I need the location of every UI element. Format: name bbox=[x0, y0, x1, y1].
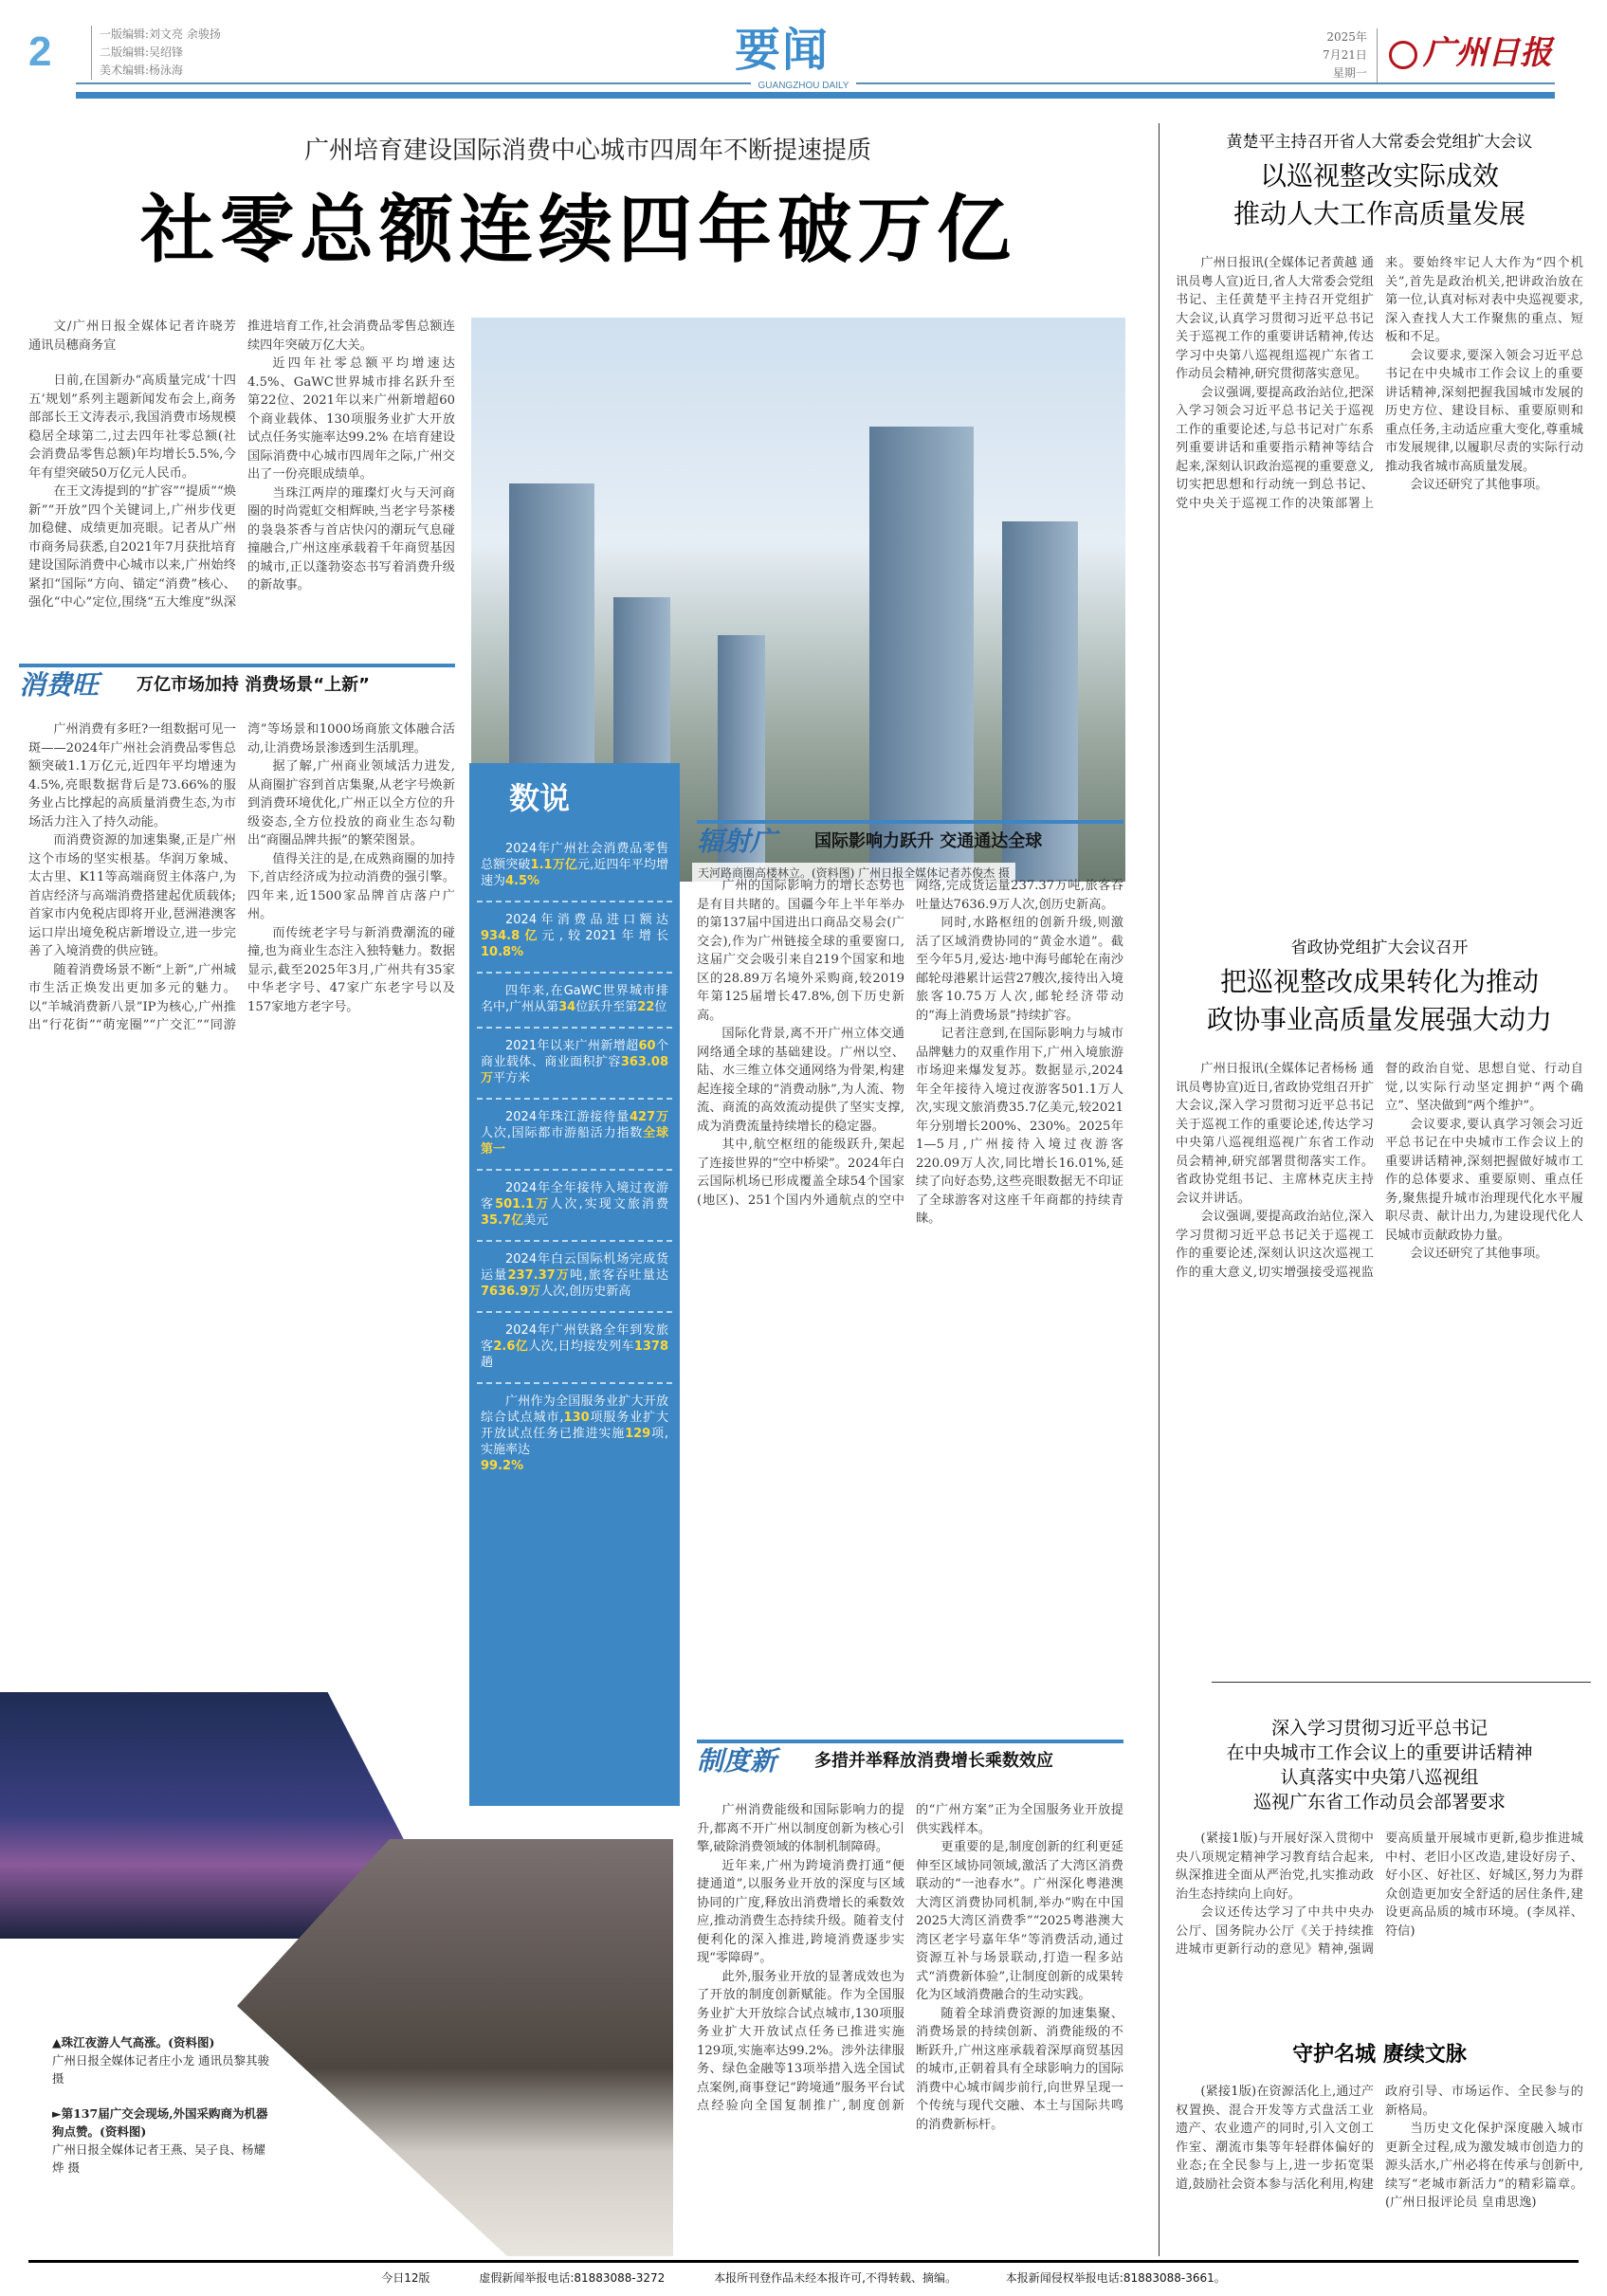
fact-highlight: 35.7亿 bbox=[481, 1213, 524, 1228]
paragraph: 会议要求,要认真学习领会习近平总书记在中央城市工作会议上的重要讲话精神,深刻把握做好城市工作的总体要求、重要原则、重点任务,聚焦提升城市治理现代化水平履职尽责、献计出力,为建设现代化人民城市贡献政协力量。 bbox=[1385, 1117, 1583, 1243]
paragraph: 据了解,广州商业领域活力进发,从商圈扩容到首店集聚,从老字号焕新到消费环境优化,广州正以全方位的升级姿态,全方位投放的商业生态勾勒出“商圈品牌共振”的繁荣图景。 bbox=[247, 759, 455, 847]
section-body-institution bbox=[697, 1801, 1123, 2256]
section-tag: 辐射广 bbox=[697, 826, 777, 857]
fact-text: 2024年珠江游接待量 bbox=[505, 1110, 630, 1124]
header-bar bbox=[76, 92, 1555, 99]
paragraph: 会议还研究了其他事项。 bbox=[1410, 1247, 1548, 1261]
caption-night-title: ▲珠江夜游人气高涨。(资料图) bbox=[52, 2035, 215, 2050]
paragraph: 在王文涛提到的“扩容”“提质”“焕新”“开放”四个关键词上,广州步伐更加稳健、成绩更加亮眼。记者从广州市商务局获悉,自2021年7月获批培育建设国际消费中心城市以来,广州始终紧扣“国际”方向、锚定“消费”核心、强化“中心”定位,围绕“五大维度”纵深推进培育工作,社会消费品零售总额连续四年突破万亿大关。 bbox=[28, 319, 455, 610]
data-fact bbox=[477, 1171, 672, 1242]
title-line: 巡视广东省工作动员会部署要求 bbox=[1252, 1792, 1506, 1813]
fact-text: 2024年全年接待入境过夜游客 bbox=[481, 1181, 668, 1212]
fact-text: 2024年广州铁路全年到发旅客 bbox=[481, 1323, 668, 1354]
fact-highlight: 7636.9万 bbox=[481, 1285, 541, 1299]
fact-highlight: 全球第一 bbox=[481, 1126, 668, 1157]
editor-line: 一版编辑:刘文亮 余骏扬 bbox=[100, 27, 221, 41]
fact-highlight: 363.08万 bbox=[481, 1055, 668, 1085]
section-body-consumption bbox=[28, 720, 455, 1678]
section-header-consumption bbox=[19, 664, 455, 700]
fact-text: 人次,实现文旅消费 bbox=[550, 1197, 668, 1212]
fact-highlight: 34 bbox=[558, 1000, 576, 1014]
paragraph: 广州消费能级和国际影响力的提升,都离不开广州以制度创新为核心引擎,破除消费领域的体制机制障碍。 bbox=[697, 1803, 904, 1854]
fact-text: 趟 bbox=[481, 1356, 494, 1370]
fact-text: 平方米 bbox=[493, 1071, 531, 1085]
article-kicker: 黄楚平主持召开省人大常委会党组扩大会议 bbox=[1226, 133, 1533, 152]
article-body bbox=[1176, 1060, 1583, 1676]
paragraph: 当珠江两岸的璀璨灯火与天河商圈的时尚霓虹交相辉映,当老字号茶楼的袅袅茶香与首店快闪的潮玩气息碰撞融合,广州这座承载着千年商贸基因的城市,正以蓬勃姿态书写着消费升级的新故事。 bbox=[247, 485, 455, 592]
caption-robot-title: ►第137届广交会现场,外国采购商为机器狗点赞。(资料图) bbox=[52, 2106, 268, 2139]
date-weekday: 星期一 bbox=[1332, 66, 1367, 80]
fact-highlight: 1378 bbox=[633, 1339, 668, 1354]
data-fact bbox=[477, 974, 672, 1029]
section-title: 国际影响力跃升 交通通达全球 bbox=[814, 831, 1043, 851]
title-line: 认真落实中央第八巡视组 bbox=[1280, 1767, 1479, 1788]
fact-text: 个商业载体、商业面积扩容 bbox=[481, 1039, 668, 1069]
article-divider bbox=[1212, 1682, 1591, 1683]
data-fact bbox=[477, 902, 672, 974]
issue-date bbox=[1323, 28, 1378, 82]
paragraph: 此外,服务业开放的显著成效也为了开放的制度创新赋能。作为全国服务业扩大开放综合试点城市,130项服务业扩大开放试点任务已推进实施129项,实施率达99.2%。涉外法律服务、绿色金融等13项举措入选全国试点案例,商事登记“跨境通”服务平台试点经验向全国复制推广,制度创新的“广州方案”正为全国服务业开放提供实践样本。 bbox=[697, 1803, 1123, 2113]
title-line: 推动人大工作高质量发展 bbox=[1233, 198, 1525, 229]
footer-hotline: 虚假新闻举报电话:81883088-3272 bbox=[479, 2271, 666, 2285]
paragraph: 当历史文化保护深度融入城市更新全过程,成为激发城市创造力的源头活水,广州必将在传承与创新中,续写“老城市新活力”的精彩篇章。(广州日报评论员 皇甫思逸) bbox=[1385, 2122, 1583, 2210]
lead-subtitle: 广州培育建设国际消费中心城市四周年不断提速提质 bbox=[303, 137, 871, 165]
editor-credits bbox=[91, 26, 221, 80]
paragraph: 其中,航空枢纽的能级跃升,架起了连接世界的“空中桥梁”。2024年白云国际机场已形成覆盖全球54个国家(地区)、251个国内外通航点的空中网络,完成货运量237.37万吨,旅客吞吐量达7636.9万人次,创历史新高。 bbox=[697, 879, 1123, 1208]
paragraph: 而消费资源的加速集聚,正是广州这个市场的坚实根基。华润万象城、太古里、K11等高端商贸主体落户,为首店经济与高端消费搭建起优质载体;首家市内免税店即将开业,琶洲港澳客运口岸出境免税店新增设立,进一步完善了入境消费的供应链。 bbox=[28, 833, 236, 958]
date-day: 7月21日 bbox=[1323, 48, 1367, 62]
fact-text: 人次,国际都市游船活力指数 bbox=[481, 1126, 644, 1140]
fact-highlight: 99.2% bbox=[481, 1459, 524, 1473]
data-fact bbox=[477, 1458, 672, 1485]
column-divider bbox=[1159, 123, 1160, 2256]
article-kicker: 省政协党组扩大会议召开 bbox=[1290, 938, 1469, 957]
paragraph: 国际化背景,离不开广州立体交通网络通全球的基础建设。广州以空、陆、水三维立体交通网络为骨架,构建起连接全球的“消费动脉”,为人流、物流、商流的高效流动提供了坚实支撑,成为消费流量持续增长的稳定器。 bbox=[697, 1027, 904, 1134]
logo-text: 广州日报 bbox=[1423, 34, 1552, 72]
photo-captions bbox=[52, 2033, 270, 2177]
footer bbox=[0, 2269, 1607, 2286]
fact-text: 吨,旅客吞吐量达 bbox=[570, 1268, 668, 1283]
paragraph: 日前,在国新办“高质量完成‘十四五’规划”系列主题新闻发布会上,商务部部长王文涛表示,我国消费市场规模稳居全球第二,过去四年社零总额(社会消费品零售总额)年均增长5.5%,今年有望突破50万亿元人民币。 bbox=[28, 374, 236, 481]
title-line: 深入学习贯彻习近平总书记 bbox=[1270, 1718, 1488, 1739]
paragraph: 广州的国际影响力的增长态势也是有目共睹的。国疆今年上半年举办的第137届中国进出口商品交易会(广交会),作为广州链接全球的重要窗口,这届广交会吸引来自219个国家和地区的28.89万名境外采购商,较2019年第125届增长47.8%,创下历史新高。 bbox=[697, 879, 904, 1023]
footer-copyright: 本报所刊登作品未经本报许可,不得转载、摘编。 bbox=[714, 2271, 957, 2285]
fact-text: 广州作为全国服务业扩大开放综合试点城市, bbox=[481, 1394, 668, 1425]
right-article-heritage bbox=[1176, 2038, 1583, 2253]
section-title: 要闻 bbox=[735, 24, 831, 77]
fact-highlight: 934.8亿 bbox=[481, 929, 542, 943]
page-number: 2 bbox=[28, 28, 52, 75]
lead-headline: 社零总额连续四年破万亿 bbox=[139, 187, 1016, 273]
footer-infringement-hotline: 本报新闻侵权举报电话:81883088-3661。 bbox=[1005, 2271, 1226, 2285]
fact-text: 2024年消费品进口额达 bbox=[505, 913, 668, 927]
fact-text: 2021年以来广州新增超 bbox=[505, 1039, 639, 1053]
fact-highlight: 60 bbox=[638, 1039, 656, 1053]
fact-text: 项服务业扩大开放试点任务已推进实施 bbox=[481, 1411, 668, 1441]
newspaper-logo bbox=[1389, 27, 1552, 73]
paragraph: 近四年社零总额平均增速达4.5%、GaWC世界城市排名跃升至第22位、2021年以来广州新增超60个商业载体、130项服务业扩大开放试点任务实施率达99.2% 在培育建设国际消费中心城市四周年之际,广州交出了一份亮眼成绩单。 bbox=[247, 356, 455, 482]
fact-text: 项,实施率达 bbox=[481, 1427, 668, 1457]
caption-robot-credit: 广州日报全媒体记者王燕、吴子良、杨耀烨 摄 bbox=[52, 2142, 266, 2175]
photo-building bbox=[869, 427, 974, 882]
footer-rule bbox=[28, 2260, 1579, 2263]
caption-night-credit: 广州日报全媒体记者庄小龙 通讯员黎其骏 摄 bbox=[52, 2053, 269, 2086]
paragraph: (紧接1版)在资源活化上,通过产权置换、混合开发等方式盘活工业遗产、农业遗产的同时,引入文创工作室、潮流市集等年轻群体偏好的业态;在全民参与上,进一步拓宽渠道,鼓励社会资本参与活化利用,构建政府引导、市场运作、全民参与的新格局。 bbox=[1176, 2085, 1583, 2192]
data-sidebar bbox=[469, 763, 680, 1806]
lead-body bbox=[28, 318, 455, 659]
fact-highlight: 2.6亿 bbox=[493, 1339, 529, 1354]
paragraph: 记者注意到,在国际影响力与城市品牌魅力的双重作用下,广州入境旅游市场迎来爆发复苏。数据显示,2024年全年接待入境过夜游客501.1万人次,实现文旅消费35.7亿美元,较2021年分别增长200%、230%。2025年1—5月,广州接待入境过夜游客220.09万人次,同比增长16.01%,延续了向好态势,这些亮眼数据无不印证了全球游客对这座千年商都的持续青睐。 bbox=[916, 1027, 1123, 1226]
section-header-influence bbox=[697, 820, 1123, 856]
paragraph: 会议要求,要深入领会习近平总书记在中央城市工作会议上的重要讲话精神,深刻把握我国城市发展的历史方位、建设目标、重要原则和重点任务,主动适应重大变化,尊重城市发展规律,以履职尽责的实际行动推动我省城市高质量发展。 bbox=[1385, 348, 1583, 474]
right-article-cppcc bbox=[1176, 934, 1583, 1676]
paragraph: 同时,水路枢纽的创新升级,则激活了区域消费协同的“黄金水道”。截至今年5月,爱达·地中海号邮轮在南沙邮轮母港累计运营27艘次,接待出入境旅客10.75万人次,邮轮经济带动的“海上消费场景”持续扩容。 bbox=[916, 916, 1123, 1023]
section-header-institution bbox=[697, 1740, 1123, 1776]
paragraph: 随着消费场景不断“上新”,广州城市生活正焕发出更加多元的魅力。以“羊城消费新八景”IP为核心,广州推出“行花街”“萌宠圈”“广交汇”“同游湾”等场景和1000场商旅文体融合活动,让消费场景渗透到生活肌理。 bbox=[28, 722, 455, 1032]
title-line: 把巡视整改成果转化为推动 bbox=[1219, 966, 1539, 997]
section-title: 多措并举释放消费增长乘数效应 bbox=[814, 1751, 1054, 1771]
paragraph: 广州日报讯(全媒体记者杨杨 通讯员粤协宣)近日,省政协党组召开扩大会议,深入学习贯彻习近平总书记关于巡视工作的重要论述,传达学习中央第八巡视组巡视广东省工作动员会精神,研究部署贯彻落实工作。省政协党组书记、主席林克庆主持会议并讲话。 bbox=[1176, 1062, 1374, 1206]
paragraph: 会议还传达学习了中共中央办公厅、国务院办公厅《关于持续推进城市更新行动的意见》精神,强调要高质量开展城市更新,稳步推进城中村、老旧小区改造,建设好房子、好小区、好社区、好城区,努力为群众创造更加安全舒适的居住条件,建设更高品质的城市环境。(李凤祥、符信) bbox=[1176, 1831, 1583, 1957]
section-en-label: GUANGZHOU DAILY bbox=[751, 81, 857, 91]
byline: 文/广州日报全媒体记者许晓芳 通讯员穗商务宣 bbox=[28, 319, 236, 353]
footer-page-count: 今日12版 bbox=[381, 2271, 430, 2285]
fact-highlight: 129 bbox=[625, 1427, 651, 1441]
data-fact bbox=[477, 1384, 672, 1458]
fact-text: 元,近四年平均增速为 bbox=[481, 858, 668, 888]
fact-text: 位跃升至第 bbox=[575, 1000, 638, 1014]
article-body bbox=[1176, 254, 1583, 908]
title-line: 政协事业高质量发展强大动力 bbox=[1206, 1004, 1552, 1035]
fact-text: 位 bbox=[654, 1000, 667, 1014]
fact-text: 人次,日均接发列车 bbox=[528, 1339, 634, 1354]
data-sidebar-title: 数说 bbox=[509, 780, 571, 816]
paragraph: 随着全球消费资源的加速集聚、消费场景的持续创新、消费能级的不断跃升,广州这座承载着深厚商贸基因的城市,正朝着具有全球影响力的国际消费中心城市阔步前行,向世界呈现一个传统与现代交融、本土与国际共鸣的消费新标杆。 bbox=[916, 2006, 1123, 2132]
fact-highlight: 22 bbox=[637, 1000, 655, 1014]
paragraph: 近年来,广州为跨境消费打通“便捷通道”,以服务业开放的深度与区域协同的广度,释放出消费增长的乘数效应,推动消费生态持续升级。随着支付便利化的深入推进,跨境消费逐步实现“零障碍”。 bbox=[697, 1858, 904, 1965]
section-tag: 制度新 bbox=[697, 1745, 777, 1777]
fact-text: 2024年白云国际机场完成货运量 bbox=[481, 1252, 668, 1283]
fact-highlight: 130 bbox=[563, 1411, 590, 1425]
right-article-city-work bbox=[1176, 1716, 1583, 2019]
article-title bbox=[1176, 157, 1583, 233]
title-line: 以巡视整改实际成效 bbox=[1259, 160, 1499, 191]
data-fact bbox=[477, 1313, 672, 1384]
article-title bbox=[1176, 963, 1583, 1039]
section-body-influence bbox=[697, 877, 1123, 1730]
fact-text: 元,较2021年增长 bbox=[541, 929, 669, 943]
date-year: 2025年 bbox=[1326, 30, 1367, 44]
article-title: 守护名城 赓续文脉 bbox=[1292, 2043, 1467, 2067]
article-body bbox=[1176, 2083, 1583, 2253]
data-fact bbox=[477, 1242, 672, 1313]
paragraph: 广州消费有多旺?一组数据可见一斑——2024年广州社会消费品零售总额突破1.1万亿元,近四年平均增速为4.5%,亮眼数据背后是73.66%的服务业占比撑起的高质量消费生态,为市场活力注入了持久动能。 bbox=[28, 722, 236, 829]
fact-highlight: 427万 bbox=[630, 1110, 668, 1124]
fact-text: 四年来,在GaWC世界城市排名中,广州从第 bbox=[481, 984, 668, 1014]
editor-line: 二版编辑:吴绍锋 bbox=[100, 46, 184, 59]
logo-emblem-icon bbox=[1389, 41, 1417, 69]
editor-line: 美术编辑:杨泳海 bbox=[100, 64, 184, 77]
paragraph: 而传统老字号与新消费潮流的碰撞,也为商业生态注入独特魅力。数据显示,截至2025年3月,广州共有35家中华老字号、47家广东老字号以及157家地方老字号。 bbox=[247, 925, 455, 1014]
fact-highlight: 4.5% bbox=[505, 874, 540, 888]
title-line: 在中央城市工作会议上的重要讲话精神 bbox=[1226, 1742, 1533, 1763]
right-article-npc bbox=[1176, 128, 1583, 908]
article-body bbox=[1176, 1830, 1583, 2019]
paragraph: 更重要的是,制度创新的红利更延伸至区域协同领域,激活了大湾区消费联动的“一池春水”。广州深化粤港澳大湾区消费协同机制,举办“购在中国2025大湾区消费季”“2025粤港澳大湾区老字号嘉年华”等消费活动,通过资源互补与场景联动,打造一程多站式“消费新体验”,让制度创新的成果转化为区域消费融合的生动实践。 bbox=[916, 1840, 1123, 2002]
fact-highlight: 10.8% bbox=[481, 945, 524, 959]
paragraph: (紧接1版)与开展好深入贯彻中央八项规定精神学习教育结合起来,纵深推进全面从严治党,扎实推动政治生态持续向上向好。 bbox=[1176, 1831, 1374, 1902]
fact-highlight: 237.37万 bbox=[507, 1268, 571, 1283]
data-fact bbox=[477, 1100, 672, 1171]
fact-highlight: 1.1万亿 bbox=[530, 858, 577, 872]
data-fact bbox=[477, 1029, 672, 1100]
fact-highlight: 501.1万 bbox=[495, 1197, 551, 1212]
paragraph: 会议还研究了其他事项。 bbox=[1410, 478, 1548, 492]
data-fact bbox=[477, 831, 672, 902]
photo-caption: 天河路商圈高楼林立。(资料图) 广州日报全媒体记者苏俊杰 摄 bbox=[692, 863, 1015, 883]
fact-text: 美元 bbox=[523, 1213, 549, 1228]
article-title bbox=[1176, 1716, 1583, 1814]
section-tag: 消费旺 bbox=[19, 669, 100, 701]
fact-text: 人次,创历史新高 bbox=[540, 1285, 631, 1299]
section-title: 万亿市场加持 消费场景“上新” bbox=[137, 675, 370, 695]
paragraph: 值得关注的是,在成熟商圈的加持下,首店经济成为拉动消费的强引擎。四年来,近1500家品牌首店落户广州。 bbox=[247, 851, 455, 921]
paragraph: 会议强调,要提高政治站位,把深入学习领会习近平总书记关于巡视工作的重要论述,与总书记对广东系列重要讲话和重要指示精神等结合起来,深刻认识政治巡视的重要意义,切实把思想和行动统一到总书记、党中央关于巡视工作的决策部署上来。要始终牢记人大作为“四个机关”,首先是政治机关,把讲政治放在第一位,认真对标对表中央巡视要求,深入查找人大工作聚焦的重点、短板和不足。 bbox=[1176, 256, 1583, 511]
paragraph: 广州日报讯(全媒体记者黄越 通讯员粤人宣)近日,省人大常委会党组书记、主任黄楚平主持召开党组扩大会议,认真学习贯彻习近平总书记关于巡视工作的重要讲话精神,传达学习中央第八巡视组巡视广东省工作动员会精神,研究贯彻落实意见。 bbox=[1176, 256, 1374, 381]
paragraph: 会议强调,要提高政治站位,深入学习贯彻习近平总书记关于巡视工作的重要论述,深刻认识这次巡视工作的重大意义,切实增强接受巡视监督的政治自觉、思想自觉、行动自觉,以实际行动坚定拥护“两个确立”、坚决做到“两个维护”。 bbox=[1176, 1062, 1583, 1280]
fact-text: 2024年广州社会消费品零售总额突破 bbox=[481, 842, 668, 872]
